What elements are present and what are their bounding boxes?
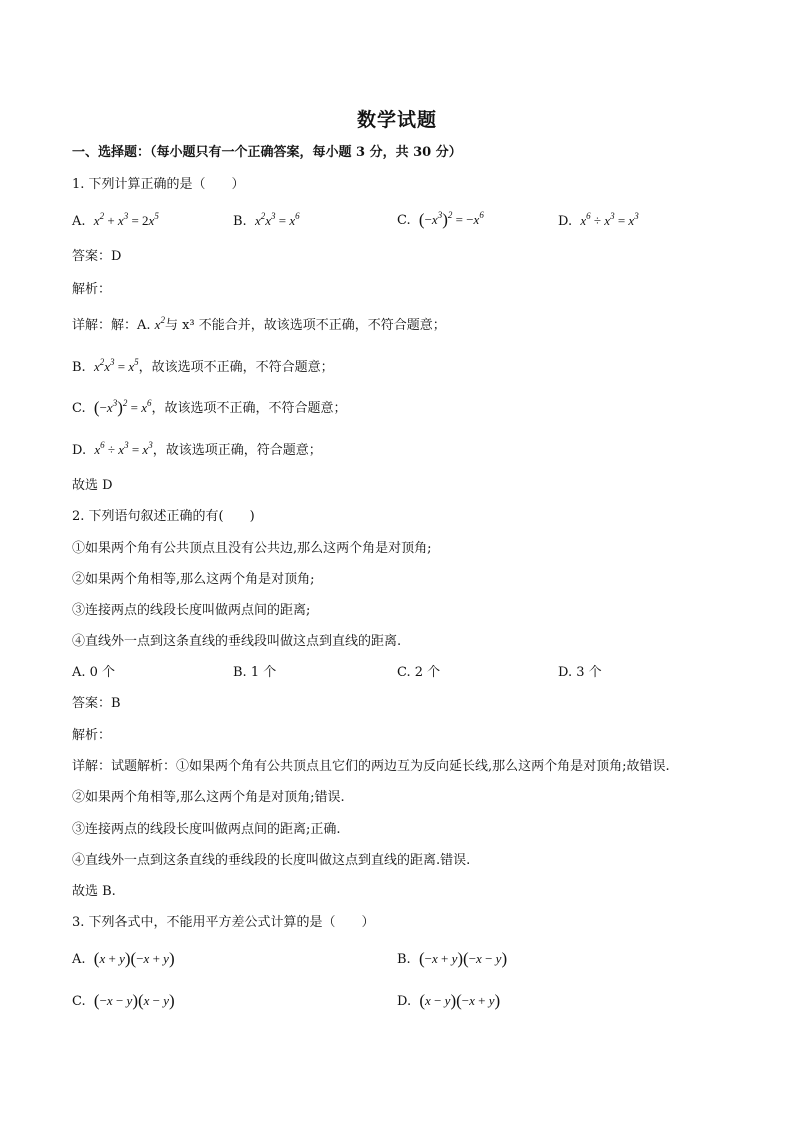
q1-option-a xyxy=(72,212,159,231)
q2-statement-4: ④直线外一点到这条直线的垂线段叫做这点到直线的距离. xyxy=(72,634,402,649)
q2-statement-2: ②如果两个角相等,那么这两个角是对顶角; xyxy=(72,572,315,587)
q2-statement-3: ③连接两点的线段长度叫做两点间的距离; xyxy=(72,603,311,618)
q1-detail-a-prefix: 详解：解：A. xyxy=(72,318,151,333)
q1-detail-d-label: D. xyxy=(72,443,87,458)
q3-option-c-formula: (−x − y)(x − y) xyxy=(93,991,175,1010)
q1-option-d-label: D. xyxy=(558,214,573,229)
q1-option-a-label: A. xyxy=(72,214,86,229)
q1-option-c-formula: $(-x^3)^2 = -x^6$ xyxy=(418,210,484,229)
q3-option-a-label: A. xyxy=(72,952,86,967)
q2-detail-3: ③连接两点的线段长度叫做两点间的距离;正确. xyxy=(72,822,341,837)
q1-option-b-label: B. xyxy=(233,214,247,229)
q3-option-c xyxy=(72,992,175,1011)
q1-option-c xyxy=(397,211,484,230)
q1-option-c-label: C. xyxy=(397,213,411,228)
q1-option-a-formula: $x^2 + x^3 = 2x^5$ xyxy=(93,211,159,228)
q3-option-a xyxy=(72,950,175,969)
q1-detail-b-label: B. xyxy=(72,360,86,375)
q3-option-a-formula: (x + y)(−x + y) xyxy=(93,949,175,968)
q2-choose: 故选 B. xyxy=(72,884,116,899)
q3-option-d-label: D. xyxy=(397,994,412,1009)
q1-detail-d-formula: $x^6 \div x^3 = x^3$ xyxy=(94,440,153,457)
q3-stem: 3. 下列各式中，不能用平方差公式计算的是（ ） xyxy=(72,915,375,930)
q2-stem: 2. 下列语句叙述正确的有( ) xyxy=(72,509,255,524)
q1-detail-d-text: ，故该选项正确，符合题意； xyxy=(152,443,322,458)
q2-option-b: B. 1 个 xyxy=(233,665,277,680)
q3-option-c-label: C. xyxy=(72,994,86,1009)
q1-answer: 答案：D xyxy=(72,249,122,264)
q1-analysis-label: 解析： xyxy=(72,282,112,297)
q1-option-b xyxy=(233,212,300,231)
q1-detail-c xyxy=(72,399,347,418)
q2-analysis-label: 解析： xyxy=(72,728,112,743)
q1-option-d-formula: $x^6 \div x^3 = x^3$ xyxy=(580,211,639,228)
q2-detail-4: ④直线外一点到这条直线的垂线段的长度叫做这点到直线的距离.错误. xyxy=(72,853,471,868)
q1-detail-a-text: 与 x³ 不能合并，故该选项不正确，不符合题意； xyxy=(164,318,446,333)
q1-detail-b xyxy=(72,358,334,377)
q2-detail-2: ②如果两个角相等,那么这两个角是对顶角;错误. xyxy=(72,790,345,805)
page-title: 数学试题 xyxy=(356,109,437,131)
q3-option-b-label: B. xyxy=(397,952,411,967)
q2-answer: 答案：B xyxy=(72,696,121,711)
q1-detail-a xyxy=(72,316,446,335)
q3-option-d xyxy=(397,992,500,1011)
q1-detail-b-text: ，故该选项不正确，不符合题意； xyxy=(138,360,334,375)
q3-option-b-formula: (−x + y)(−x − y) xyxy=(418,949,508,968)
q1-stem: 1. 下列计算正确的是（ ） xyxy=(72,177,245,192)
q1-detail-a-formula: $x^2$ xyxy=(154,315,165,332)
q1-detail-c-label: C. xyxy=(72,401,86,416)
q2-option-c: C. 2 个 xyxy=(397,665,441,680)
q1-detail-d xyxy=(72,441,322,460)
q3-option-d-formula: (x − y)(−x + y) xyxy=(419,991,501,1010)
q1-option-b-formula: $x^2x^3 = x^6$ xyxy=(254,211,300,228)
q2-statement-1: ①如果两个角有公共顶点且没有公共边,那么这两个角是对顶角; xyxy=(72,541,432,556)
q1-choose: 故选 D xyxy=(72,478,113,493)
section-heading: 一、选择题：（每小题只有一个正确答案，每小题 3 分，共 30 分） xyxy=(72,145,462,160)
q1-option-d xyxy=(558,212,639,231)
q1-detail-b-formula: $x^2x^3 = x^5$ xyxy=(93,357,139,374)
q2-option-d: D. 3 个 xyxy=(558,665,602,680)
q2-detail-1: 详解：试题解析：①如果两个角有公共顶点且它们的两边互为反向延长线,那么这两个角是对顶角;故错误. xyxy=(72,759,670,774)
q3-option-b xyxy=(397,950,507,969)
q1-detail-c-text: ，故该选项不正确，不符合题意； xyxy=(151,401,347,416)
q1-detail-c-formula: $(-x^3)^2 = x^6$ xyxy=(93,398,152,417)
q2-option-a: A. 0 个 xyxy=(72,665,116,680)
